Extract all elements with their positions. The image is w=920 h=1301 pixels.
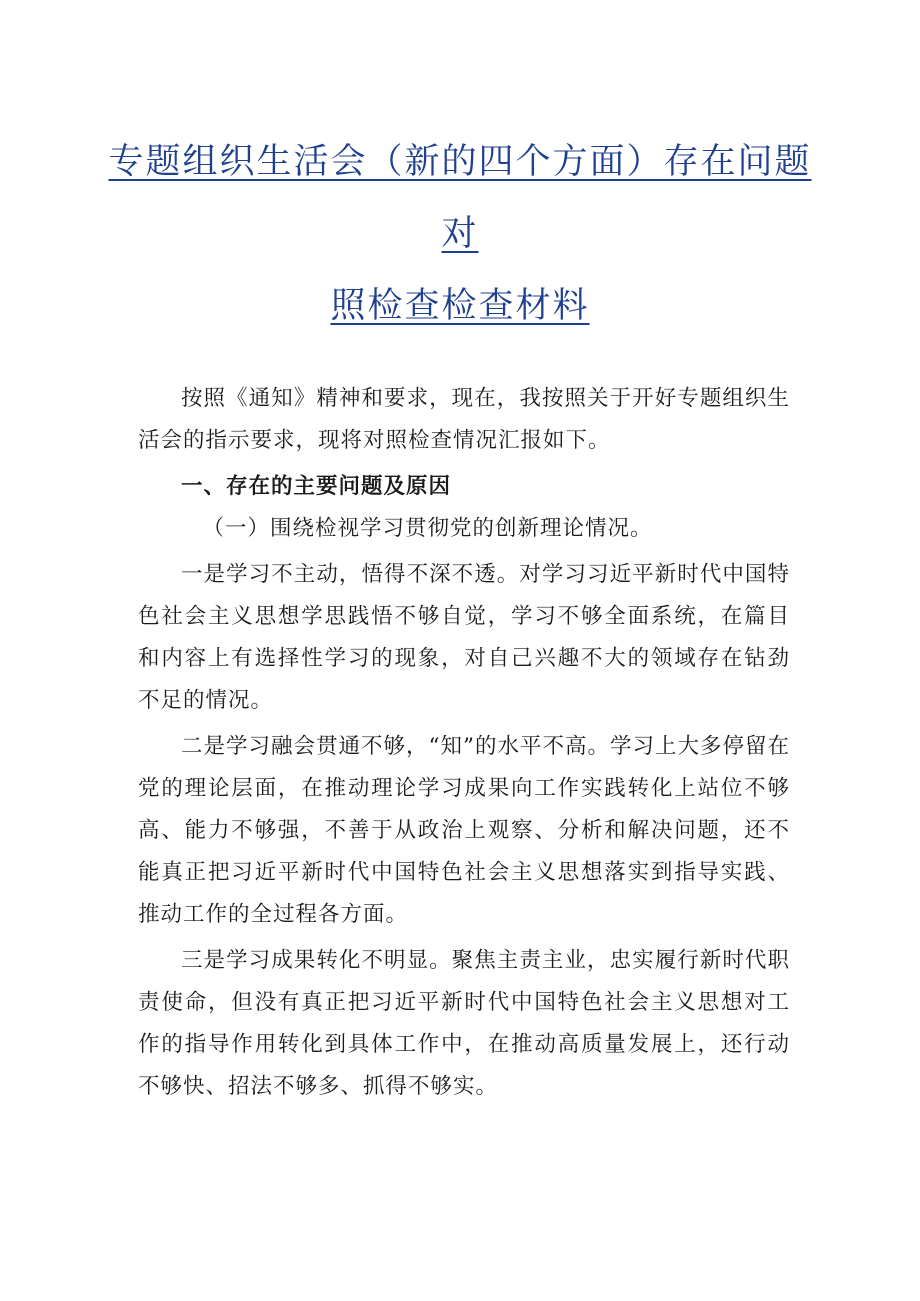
item-paragraph-3: 三是学习成果转化不明显。聚焦主责主业，忠实履行新时代职责使命，但没有真正把习近平新时代中国特色社会主义思想对工作的指导作用转化到具体工作中，在推动高质量发展上，还行动不够快、招法不够多、抓得不够实。 xyxy=(138,948,790,1099)
item-paragraph-1: 一是学习不主动，悟得不深不透。对学习习近平新时代中国特色社会主义思想学思践悟不够自觉，学习不够全面系统，在篇目和内容上有选择性学习的现象，对自己兴趣不大的领域存在钻劲不足的情况。 xyxy=(138,562,790,713)
title-text-2: 对 xyxy=(441,214,479,254)
document-body xyxy=(138,378,790,1112)
subsection-heading: （一）围绕检视学习贯彻党的创新理论情况。 xyxy=(202,516,653,541)
section-heading: 一、存在的主要问题及原因 xyxy=(181,474,452,499)
item-paragraph-2: 二是学习融会贯通不够，“知”的水平不高。学习上大多停留在党的理论层面，在推动理论学习成果向工作实践转化上站位不够高、能力不够强，不善于从政治上观察、分析和解决问题，还不能真正把习近平新时代中国特色社会主义思想落实到指导实践、推动工作的全过程各方面。 xyxy=(138,734,790,927)
title-text-3: 照检查检查材料 xyxy=(330,286,590,326)
document-title-line-2 xyxy=(0,212,920,256)
document-title-line-1 xyxy=(0,140,920,184)
document-title-line-3 xyxy=(0,284,920,328)
intro-paragraph: 按照《通知》精神和要求，现在，我按照关于开好专题组织生活会的指示要求，现将对照检查情况汇报如下。 xyxy=(138,386,790,453)
title-text-1: 专题组织生活会（新的四个方面）存在问题 xyxy=(108,142,812,182)
